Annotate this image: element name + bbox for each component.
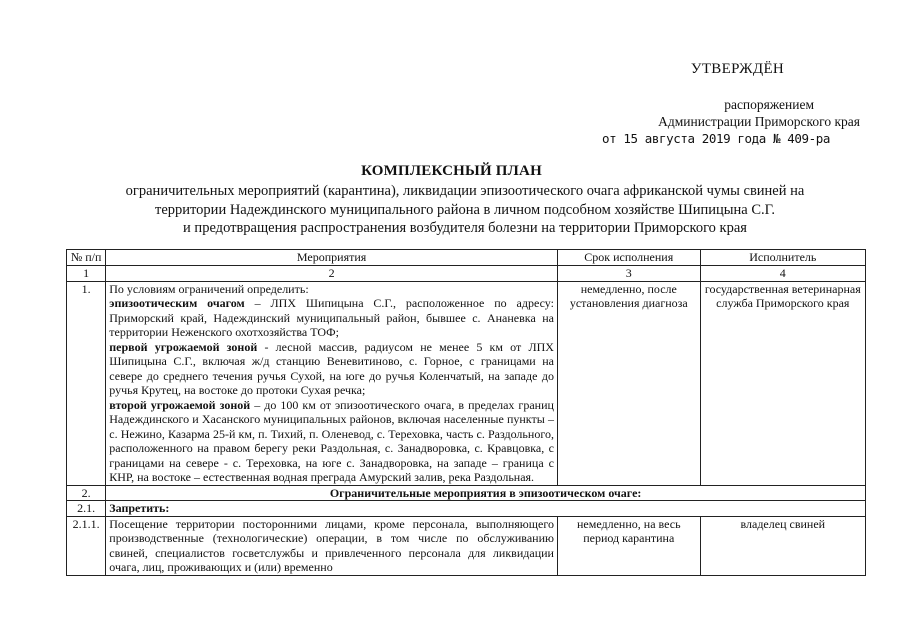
activity-paragraph: [109, 398, 554, 485]
row-num: 2.: [67, 485, 106, 501]
column-number: 3: [557, 266, 700, 282]
header-executor: Исполнитель: [700, 250, 865, 266]
row-num: 2.1.1.: [67, 516, 106, 575]
term-bold: второй угрожаемой зоной: [109, 397, 251, 412]
column-number: 2: [106, 266, 558, 282]
document-subtitle: [60, 182, 870, 238]
subtitle-line: территории Надеждинского муниципального района в личном подсобном хозяйстве Шипицына С.Г.: [155, 201, 775, 218]
header-num: № п/п: [67, 250, 106, 266]
approval-order: [560, 96, 860, 147]
activity-paragraph: [109, 340, 554, 398]
row-executor: государственная ветеринарная служба Приморского края: [700, 281, 865, 485]
order-line-2: Администрации Приморского края: [658, 114, 860, 129]
table-header-row: [67, 250, 866, 266]
subtitle-line: ограничительных мероприятий (карантина), ликвидации эпизоотического очага африканской чумы свиней на: [125, 183, 805, 199]
activity-intro: По условиям ограничений определить:: [109, 281, 309, 296]
table-subsection-row: [67, 501, 866, 517]
column-number: 4: [700, 266, 865, 282]
row-activity: [106, 516, 558, 575]
approval-stamp: УТВЕРЖДЁН: [690, 61, 785, 77]
row-executor: владелец свиней: [700, 516, 865, 575]
row-activity: [106, 281, 558, 485]
table-row: [67, 281, 866, 485]
row-term: немедленно, на весь период карантина: [557, 516, 700, 575]
term-text: – до 100 км от эпизоотического очага, в пределах границ Надеждинского и Хасанского муниципальных районов, включая населенные пункты – с. Нежино, Казарма 25-й км, п. Тихий, п. Оленевод, с. Тереховка, часть с. Раздольного, расположенного на правом берегу реки Раздольная, с. Занадворовка, с. Кравцовка, с границами на севере - с. Тереховка, на юге с. Занадворовка, на западе – граница с КНР, на востоке – естественная водная преграда Амурский залив, река Раздольная.: [109, 397, 554, 484]
header-activities: Мероприятия: [106, 250, 558, 266]
activity-text: Посещение территории посторонними лицами, кроме персонала, выполняющего производственные (технологические) операции, в том числе по обслуживанию свиней, специалистов госветслужбы и привлеченного персонала для ликвидации очага, лиц, проживающих и (или) временно: [109, 516, 554, 574]
row-num: 1.: [67, 281, 106, 485]
term-bold: первой угрожаемой зоной: [109, 339, 258, 354]
document-title: КОМПЛЕКСНЫЙ ПЛАН: [361, 163, 542, 179]
column-number: 1: [67, 266, 106, 282]
order-line-1: распоряжением: [724, 97, 814, 112]
table-section-row: [67, 485, 866, 501]
section-title: Ограничительные мероприятия в эпизоотическом очаге:: [106, 485, 866, 501]
column-number-row: [67, 266, 866, 282]
plan-table: [66, 249, 866, 576]
order-line-3: от 15 августа 2019 года № 409-ра: [601, 131, 830, 146]
row-num: 2.1.: [67, 501, 106, 517]
term-text: - лесной массив, радиусом не менее 5 км от ЛПХ Шипицына С.Г., включая ж/д станцию Веневитиново, с. Горное, с границами на севере до среднего течения ручья Сухой, на юге до ручья Коленчатый, на западе до ручья Крутец, на востоке до протоки Сухая речка;: [109, 339, 554, 397]
header-term: Срок исполнения: [557, 250, 700, 266]
table-row: [67, 516, 866, 575]
term-bold: эпизоотическим очагом: [109, 296, 245, 310]
term-text: – ЛПХ Шипицына С.Г., расположенное по адресу: Приморский край, Надеждинский муниципальный район, бывшее с. Ананевка на территории Неженского охотхозяйства ТОФ;: [109, 296, 554, 339]
row-term: немедленно, после установления диагноза: [557, 281, 700, 485]
activity-paragraph: [109, 296, 554, 340]
subtitle-line: и предотвращения распространения возбудителя болезни на территории Приморского края: [183, 220, 747, 236]
subsection-title: Запретить:: [106, 501, 866, 517]
